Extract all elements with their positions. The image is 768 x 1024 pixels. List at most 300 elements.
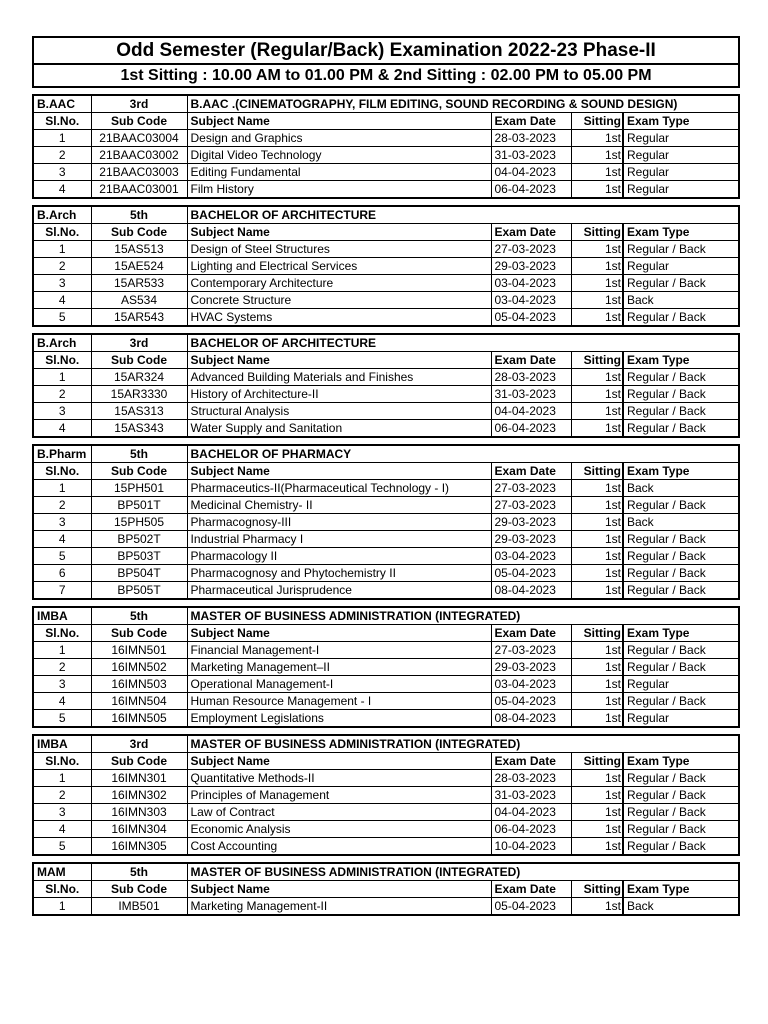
- sub-code-cell: 16IMN304: [91, 821, 187, 838]
- sitting-cell: 1st: [571, 710, 623, 728]
- column-header: Sl.No.: [33, 463, 91, 480]
- subject-name-cell: HVAC Systems: [187, 309, 491, 327]
- sub-code-cell: 15AE524: [91, 258, 187, 275]
- sub-code-cell: IMB501: [91, 898, 187, 916]
- exam-type-cell: Regular: [623, 130, 739, 147]
- exam-section: [32, 94, 740, 199]
- sitting-cell: 1st: [571, 898, 623, 916]
- exam-type-cell: Regular: [623, 258, 739, 275]
- column-header: Sitting: [571, 352, 623, 369]
- subject-name-cell: Water Supply and Sanitation: [187, 420, 491, 438]
- exam-type-cell: Regular: [623, 147, 739, 164]
- sub-code-cell: 15AR533: [91, 275, 187, 292]
- exam-type-cell: Back: [623, 514, 739, 531]
- exam-type-cell: Regular: [623, 676, 739, 693]
- sub-code-cell: BP504T: [91, 565, 187, 582]
- subject-name-cell: Principles of Management: [187, 787, 491, 804]
- section-header-row: [33, 445, 739, 463]
- column-header-row: [33, 224, 739, 241]
- exam-section: [32, 205, 740, 327]
- serial-cell: 3: [33, 275, 91, 292]
- table-row: [33, 420, 739, 438]
- subject-name-cell: History of Architecture-II: [187, 386, 491, 403]
- column-header: Sub Code: [91, 224, 187, 241]
- sub-code-cell: 16IMN501: [91, 642, 187, 659]
- exam-date-cell: 27-03-2023: [491, 480, 571, 497]
- column-header: Subject Name: [187, 224, 491, 241]
- sitting-cell: 1st: [571, 369, 623, 386]
- serial-cell: 3: [33, 164, 91, 181]
- table-row: [33, 497, 739, 514]
- subject-name-cell: Pharmacology II: [187, 548, 491, 565]
- column-header: Exam Type: [623, 881, 739, 898]
- section-table: [32, 734, 740, 856]
- serial-cell: 1: [33, 770, 91, 787]
- exam-date-cell: 06-04-2023: [491, 181, 571, 199]
- exam-type-cell: Regular: [623, 164, 739, 181]
- page-title: Odd Semester (Regular/Back) Examination 2022-23 Phase-II: [32, 36, 740, 65]
- sub-code-cell: 21BAAC03003: [91, 164, 187, 181]
- sub-code-cell: AS534: [91, 292, 187, 309]
- serial-cell: 3: [33, 676, 91, 693]
- subject-name-cell: Employment Legislations: [187, 710, 491, 728]
- sub-code-cell: BP503T: [91, 548, 187, 565]
- serial-cell: 4: [33, 693, 91, 710]
- column-header: Exam Date: [491, 625, 571, 642]
- subject-name-cell: Film History: [187, 181, 491, 199]
- exam-type-cell: Regular / Back: [623, 693, 739, 710]
- sitting-cell: 1st: [571, 804, 623, 821]
- subject-name-cell: Digital Video Technology: [187, 147, 491, 164]
- subject-name-cell: Operational Management-I: [187, 676, 491, 693]
- exam-type-cell: Regular / Back: [623, 309, 739, 327]
- exam-date-cell: 27-03-2023: [491, 642, 571, 659]
- exam-date-cell: 29-03-2023: [491, 531, 571, 548]
- sitting-cell: 1st: [571, 147, 623, 164]
- serial-cell: 6: [33, 565, 91, 582]
- table-row: [33, 514, 739, 531]
- sitting-cell: 1st: [571, 582, 623, 600]
- subject-name-cell: Contemporary Architecture: [187, 275, 491, 292]
- section-header-row: [33, 863, 739, 881]
- sub-code-cell: 16IMN504: [91, 693, 187, 710]
- exam-date-cell: 27-03-2023: [491, 241, 571, 258]
- table-row: [33, 898, 739, 916]
- column-header: Exam Type: [623, 224, 739, 241]
- exam-date-cell: 29-03-2023: [491, 258, 571, 275]
- sub-code-cell: 16IMN301: [91, 770, 187, 787]
- serial-cell: 2: [33, 147, 91, 164]
- serial-cell: 2: [33, 787, 91, 804]
- exam-type-cell: Regular / Back: [623, 369, 739, 386]
- section-table: [32, 94, 740, 199]
- subject-name-cell: Medicinal Chemistry- II: [187, 497, 491, 514]
- table-row: [33, 309, 739, 327]
- table-row: [33, 582, 739, 600]
- program-label: B.Arch: [33, 334, 91, 352]
- sub-code-cell: 16IMN503: [91, 676, 187, 693]
- exam-type-cell: Regular / Back: [623, 403, 739, 420]
- sitting-cell: 1st: [571, 164, 623, 181]
- subject-name-cell: Industrial Pharmacy I: [187, 531, 491, 548]
- sitting-cell: 1st: [571, 181, 623, 199]
- sub-code-cell: 16IMN303: [91, 804, 187, 821]
- column-header: Sitting: [571, 113, 623, 130]
- serial-cell: 5: [33, 309, 91, 327]
- exam-date-cell: 06-04-2023: [491, 420, 571, 438]
- exam-date-cell: 05-04-2023: [491, 565, 571, 582]
- sub-code-cell: BP501T: [91, 497, 187, 514]
- program-name: B.AAC .(CINEMATOGRAPHY, FILM EDITING, SOUND RECORDING & SOUND DESIGN): [187, 95, 739, 113]
- sub-code-cell: 21BAAC03004: [91, 130, 187, 147]
- exam-type-cell: Back: [623, 898, 739, 916]
- exam-type-cell: Regular: [623, 710, 739, 728]
- sitting-cell: 1st: [571, 514, 623, 531]
- section-header-row: [33, 206, 739, 224]
- table-row: [33, 147, 739, 164]
- section-table: [32, 333, 740, 438]
- column-header: Subject Name: [187, 881, 491, 898]
- exam-type-cell: Regular / Back: [623, 420, 739, 438]
- column-header: Sitting: [571, 881, 623, 898]
- exam-schedule-sheet: [32, 36, 740, 916]
- exam-type-cell: Regular / Back: [623, 497, 739, 514]
- subject-name-cell: Human Resource Management - I: [187, 693, 491, 710]
- sub-code-cell: 21BAAC03001: [91, 181, 187, 199]
- section-header-row: [33, 95, 739, 113]
- table-row: [33, 181, 739, 199]
- sitting-cell: 1st: [571, 693, 623, 710]
- exam-date-cell: 10-04-2023: [491, 838, 571, 856]
- serial-cell: 1: [33, 369, 91, 386]
- semester-label: 3rd: [91, 95, 187, 113]
- column-header: Sl.No.: [33, 224, 91, 241]
- program-name: MASTER OF BUSINESS ADMINISTRATION (INTEGRATED): [187, 735, 739, 753]
- program-name: BACHELOR OF ARCHITECTURE: [187, 206, 739, 224]
- sitting-cell: 1st: [571, 309, 623, 327]
- table-row: [33, 642, 739, 659]
- serial-cell: 3: [33, 804, 91, 821]
- table-row: [33, 258, 739, 275]
- table-row: [33, 787, 739, 804]
- column-header: Sub Code: [91, 463, 187, 480]
- exam-date-cell: 05-04-2023: [491, 309, 571, 327]
- program-name: BACHELOR OF ARCHITECTURE: [187, 334, 739, 352]
- subject-name-cell: Design of Steel Structures: [187, 241, 491, 258]
- exam-date-cell: 31-03-2023: [491, 147, 571, 164]
- serial-cell: 7: [33, 582, 91, 600]
- column-header: Sl.No.: [33, 753, 91, 770]
- sitting-cell: 1st: [571, 565, 623, 582]
- page-subtitle: 1st Sitting : 10.00 AM to 01.00 PM & 2nd Sitting : 02.00 PM to 05.00 PM: [32, 65, 740, 88]
- sections-container: [32, 94, 740, 916]
- sitting-cell: 1st: [571, 258, 623, 275]
- subject-name-cell: Marketing Management-II: [187, 898, 491, 916]
- sitting-cell: 1st: [571, 497, 623, 514]
- column-header: Exam Type: [623, 463, 739, 480]
- semester-label: 5th: [91, 607, 187, 625]
- program-label: MAM: [33, 863, 91, 881]
- serial-cell: 2: [33, 659, 91, 676]
- serial-cell: 3: [33, 514, 91, 531]
- program-label: IMBA: [33, 735, 91, 753]
- table-row: [33, 369, 739, 386]
- sitting-cell: 1st: [571, 275, 623, 292]
- serial-cell: 2: [33, 386, 91, 403]
- column-header: Sl.No.: [33, 113, 91, 130]
- sitting-cell: 1st: [571, 548, 623, 565]
- table-row: [33, 565, 739, 582]
- exam-date-cell: 04-04-2023: [491, 403, 571, 420]
- subject-name-cell: Advanced Building Materials and Finishes: [187, 369, 491, 386]
- table-row: [33, 804, 739, 821]
- table-row: [33, 676, 739, 693]
- exam-type-cell: Regular / Back: [623, 838, 739, 856]
- exam-date-cell: 03-04-2023: [491, 548, 571, 565]
- subject-name-cell: Law of Contract: [187, 804, 491, 821]
- exam-type-cell: Back: [623, 480, 739, 497]
- serial-cell: 1: [33, 241, 91, 258]
- exam-type-cell: Regular / Back: [623, 531, 739, 548]
- sitting-cell: 1st: [571, 787, 623, 804]
- subject-name-cell: Economic Analysis: [187, 821, 491, 838]
- subject-name-cell: Structural Analysis: [187, 403, 491, 420]
- sub-code-cell: 16IMN305: [91, 838, 187, 856]
- column-header: Sl.No.: [33, 625, 91, 642]
- column-header: Exam Date: [491, 881, 571, 898]
- section-header-row: [33, 735, 739, 753]
- exam-date-cell: 08-04-2023: [491, 582, 571, 600]
- subject-name-cell: Concrete Structure: [187, 292, 491, 309]
- exam-type-cell: Regular / Back: [623, 275, 739, 292]
- column-header: Sub Code: [91, 113, 187, 130]
- sitting-cell: 1st: [571, 241, 623, 258]
- sitting-cell: 1st: [571, 838, 623, 856]
- sub-code-cell: BP505T: [91, 582, 187, 600]
- subject-name-cell: Financial Management-I: [187, 642, 491, 659]
- table-row: [33, 292, 739, 309]
- sub-code-cell: 15AR324: [91, 369, 187, 386]
- exam-type-cell: Regular: [623, 181, 739, 199]
- sub-code-cell: 16IMN505: [91, 710, 187, 728]
- table-row: [33, 130, 739, 147]
- sitting-cell: 1st: [571, 386, 623, 403]
- table-row: [33, 770, 739, 787]
- exam-date-cell: 28-03-2023: [491, 770, 571, 787]
- sub-code-cell: BP502T: [91, 531, 187, 548]
- column-header-row: [33, 352, 739, 369]
- column-header: Sub Code: [91, 881, 187, 898]
- sitting-cell: 1st: [571, 420, 623, 438]
- table-row: [33, 659, 739, 676]
- subject-name-cell: Pharmacognosy-III: [187, 514, 491, 531]
- column-header: Sl.No.: [33, 881, 91, 898]
- table-row: [33, 548, 739, 565]
- serial-cell: 4: [33, 531, 91, 548]
- exam-date-cell: 03-04-2023: [491, 292, 571, 309]
- column-header: Sitting: [571, 224, 623, 241]
- program-name: MASTER OF BUSINESS ADMINISTRATION (INTEGRATED): [187, 863, 739, 881]
- exam-type-cell: Regular / Back: [623, 804, 739, 821]
- exam-date-cell: 29-03-2023: [491, 514, 571, 531]
- serial-cell: 2: [33, 258, 91, 275]
- sitting-cell: 1st: [571, 821, 623, 838]
- semester-label: 5th: [91, 863, 187, 881]
- column-header: Subject Name: [187, 625, 491, 642]
- subject-name-cell: Editing Fundamental: [187, 164, 491, 181]
- table-row: [33, 241, 739, 258]
- column-header: Exam Date: [491, 113, 571, 130]
- subject-name-cell: Marketing Management–II: [187, 659, 491, 676]
- column-header: Sitting: [571, 753, 623, 770]
- column-header: Sub Code: [91, 352, 187, 369]
- serial-cell: 1: [33, 642, 91, 659]
- table-row: [33, 531, 739, 548]
- sitting-cell: 1st: [571, 531, 623, 548]
- table-row: [33, 710, 739, 728]
- exam-type-cell: Back: [623, 292, 739, 309]
- column-header: Sub Code: [91, 625, 187, 642]
- table-row: [33, 164, 739, 181]
- exam-date-cell: 04-04-2023: [491, 804, 571, 821]
- program-label: B.Pharm: [33, 445, 91, 463]
- column-header: Sitting: [571, 463, 623, 480]
- program-label: B.AAC: [33, 95, 91, 113]
- exam-type-cell: Regular / Back: [623, 787, 739, 804]
- exam-type-cell: Regular / Back: [623, 548, 739, 565]
- subject-name-cell: Lighting and Electrical Services: [187, 258, 491, 275]
- column-header: Subject Name: [187, 113, 491, 130]
- section-table: [32, 205, 740, 327]
- exam-type-cell: Regular / Back: [623, 659, 739, 676]
- semester-label: 3rd: [91, 735, 187, 753]
- serial-cell: 3: [33, 403, 91, 420]
- sub-code-cell: 15AS313: [91, 403, 187, 420]
- sub-code-cell: 15PH501: [91, 480, 187, 497]
- semester-label: 5th: [91, 445, 187, 463]
- sitting-cell: 1st: [571, 292, 623, 309]
- sub-code-cell: 16IMN502: [91, 659, 187, 676]
- exam-type-cell: Regular / Back: [623, 642, 739, 659]
- exam-date-cell: 28-03-2023: [491, 130, 571, 147]
- exam-type-cell: Regular / Back: [623, 821, 739, 838]
- serial-cell: 5: [33, 548, 91, 565]
- table-row: [33, 838, 739, 856]
- column-header: Exam Date: [491, 352, 571, 369]
- exam-type-cell: Regular / Back: [623, 565, 739, 582]
- program-label: B.Arch: [33, 206, 91, 224]
- exam-date-cell: 04-04-2023: [491, 164, 571, 181]
- exam-date-cell: 03-04-2023: [491, 275, 571, 292]
- column-header: Sub Code: [91, 753, 187, 770]
- exam-section: [32, 444, 740, 600]
- exam-section: [32, 862, 740, 916]
- section-table: [32, 444, 740, 600]
- serial-cell: 5: [33, 710, 91, 728]
- exam-type-cell: Regular / Back: [623, 241, 739, 258]
- column-header: Subject Name: [187, 753, 491, 770]
- column-header-row: [33, 113, 739, 130]
- section-header-row: [33, 334, 739, 352]
- subject-name-cell: Design and Graphics: [187, 130, 491, 147]
- subject-name-cell: Quantitative Methods-II: [187, 770, 491, 787]
- column-header: Exam Date: [491, 224, 571, 241]
- exam-date-cell: 31-03-2023: [491, 386, 571, 403]
- section-table: [32, 862, 740, 916]
- sitting-cell: 1st: [571, 676, 623, 693]
- exam-section: [32, 333, 740, 438]
- exam-type-cell: Regular / Back: [623, 582, 739, 600]
- subject-name-cell: Pharmacognosy and Phytochemistry II: [187, 565, 491, 582]
- column-header: Sl.No.: [33, 352, 91, 369]
- sub-code-cell: 15AR543: [91, 309, 187, 327]
- program-label: IMBA: [33, 607, 91, 625]
- subject-name-cell: Pharmaceutical Jurisprudence: [187, 582, 491, 600]
- serial-cell: 4: [33, 821, 91, 838]
- table-row: [33, 480, 739, 497]
- column-header: Sitting: [571, 625, 623, 642]
- table-row: [33, 693, 739, 710]
- sitting-cell: 1st: [571, 130, 623, 147]
- exam-section: [32, 606, 740, 728]
- serial-cell: 5: [33, 838, 91, 856]
- table-row: [33, 403, 739, 420]
- serial-cell: 4: [33, 420, 91, 438]
- serial-cell: 4: [33, 292, 91, 309]
- sitting-cell: 1st: [571, 642, 623, 659]
- sub-code-cell: 15AR3330: [91, 386, 187, 403]
- subject-name-cell: Cost Accounting: [187, 838, 491, 856]
- sitting-cell: 1st: [571, 480, 623, 497]
- exam-date-cell: 31-03-2023: [491, 787, 571, 804]
- sitting-cell: 1st: [571, 659, 623, 676]
- sub-code-cell: 21BAAC03002: [91, 147, 187, 164]
- serial-cell: 1: [33, 480, 91, 497]
- serial-cell: 2: [33, 497, 91, 514]
- column-header-row: [33, 753, 739, 770]
- sub-code-cell: 16IMN302: [91, 787, 187, 804]
- column-header: Subject Name: [187, 463, 491, 480]
- exam-date-cell: 06-04-2023: [491, 821, 571, 838]
- table-row: [33, 275, 739, 292]
- exam-date-cell: 28-03-2023: [491, 369, 571, 386]
- subject-name-cell: Pharmaceutics-II(Pharmaceutical Technology - I): [187, 480, 491, 497]
- column-header-row: [33, 625, 739, 642]
- section-header-row: [33, 607, 739, 625]
- semester-label: 3rd: [91, 334, 187, 352]
- column-header: Exam Date: [491, 753, 571, 770]
- serial-cell: 4: [33, 181, 91, 199]
- column-header: Exam Type: [623, 753, 739, 770]
- exam-date-cell: 29-03-2023: [491, 659, 571, 676]
- table-row: [33, 386, 739, 403]
- serial-cell: 1: [33, 130, 91, 147]
- exam-date-cell: 27-03-2023: [491, 497, 571, 514]
- column-header: Exam Date: [491, 463, 571, 480]
- column-header: Exam Type: [623, 625, 739, 642]
- exam-date-cell: 03-04-2023: [491, 676, 571, 693]
- sub-code-cell: 15AS513: [91, 241, 187, 258]
- column-header: Exam Type: [623, 113, 739, 130]
- exam-date-cell: 05-04-2023: [491, 898, 571, 916]
- sub-code-cell: 15AS343: [91, 420, 187, 438]
- table-row: [33, 821, 739, 838]
- column-header-row: [33, 881, 739, 898]
- exam-date-cell: 05-04-2023: [491, 693, 571, 710]
- sitting-cell: 1st: [571, 403, 623, 420]
- exam-type-cell: Regular / Back: [623, 386, 739, 403]
- exam-section: [32, 734, 740, 856]
